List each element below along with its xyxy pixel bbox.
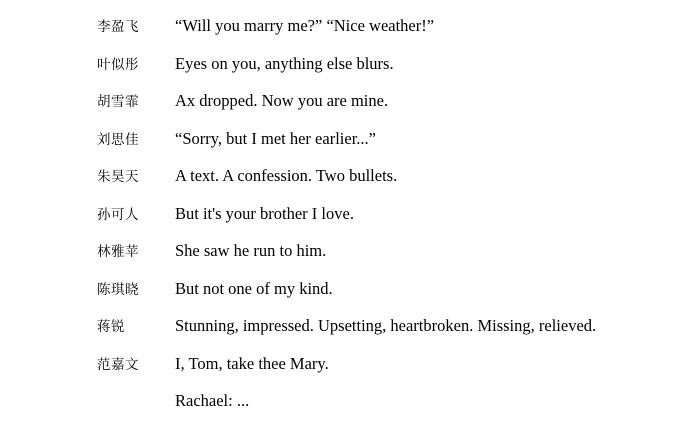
entry-text: Eyes on you, anything else blurs.: [175, 53, 394, 73]
entry-author: 刘思佳: [97, 131, 139, 148]
list-item: [0, 243, 700, 281]
entry-text: A text. A confession. Two bullets.: [175, 166, 398, 185]
entry-author: 叶似彤: [97, 56, 139, 73]
entry-text: I, Tom, take thee Mary.: [175, 353, 329, 373]
entry-text: Ax dropped. Now you are mine.: [175, 91, 389, 110]
list-item: [0, 128, 700, 169]
list-item: [0, 393, 700, 431]
list-item: [0, 318, 700, 356]
entry-text: “Sorry, but I met her earlier...”: [175, 128, 376, 148]
list-item: [0, 203, 700, 244]
list-item: [0, 353, 700, 394]
entry-text: But not one of my kind.: [175, 278, 333, 298]
entry-author: 朱昊天: [97, 169, 139, 185]
list-item: [0, 278, 700, 319]
entry-text: Rachael: ...: [175, 391, 250, 410]
list-item: [0, 93, 700, 131]
list-item: [0, 18, 700, 56]
entry-text: “Will you marry me?” “Nice weather!”: [175, 16, 435, 35]
entry-author: 林雅苹: [97, 244, 139, 260]
entry-author: 孙可人: [97, 206, 139, 223]
entry-text: Stunning, impressed. Upsetting, heartbroken. Missing, relieved.: [175, 316, 597, 335]
entry-text: She saw he run to him.: [175, 241, 327, 260]
list-item: [0, 168, 700, 206]
entry-author: 蒋锐: [97, 319, 125, 335]
entry-author: 陈琪晓: [97, 281, 139, 298]
entry-text: But it's your brother I love.: [175, 203, 354, 223]
entry-author: 范嘉文: [97, 356, 139, 373]
entry-author: 胡雪霏: [97, 94, 139, 110]
entry-author: 李盈飞: [97, 19, 139, 35]
list-item: [0, 53, 700, 94]
